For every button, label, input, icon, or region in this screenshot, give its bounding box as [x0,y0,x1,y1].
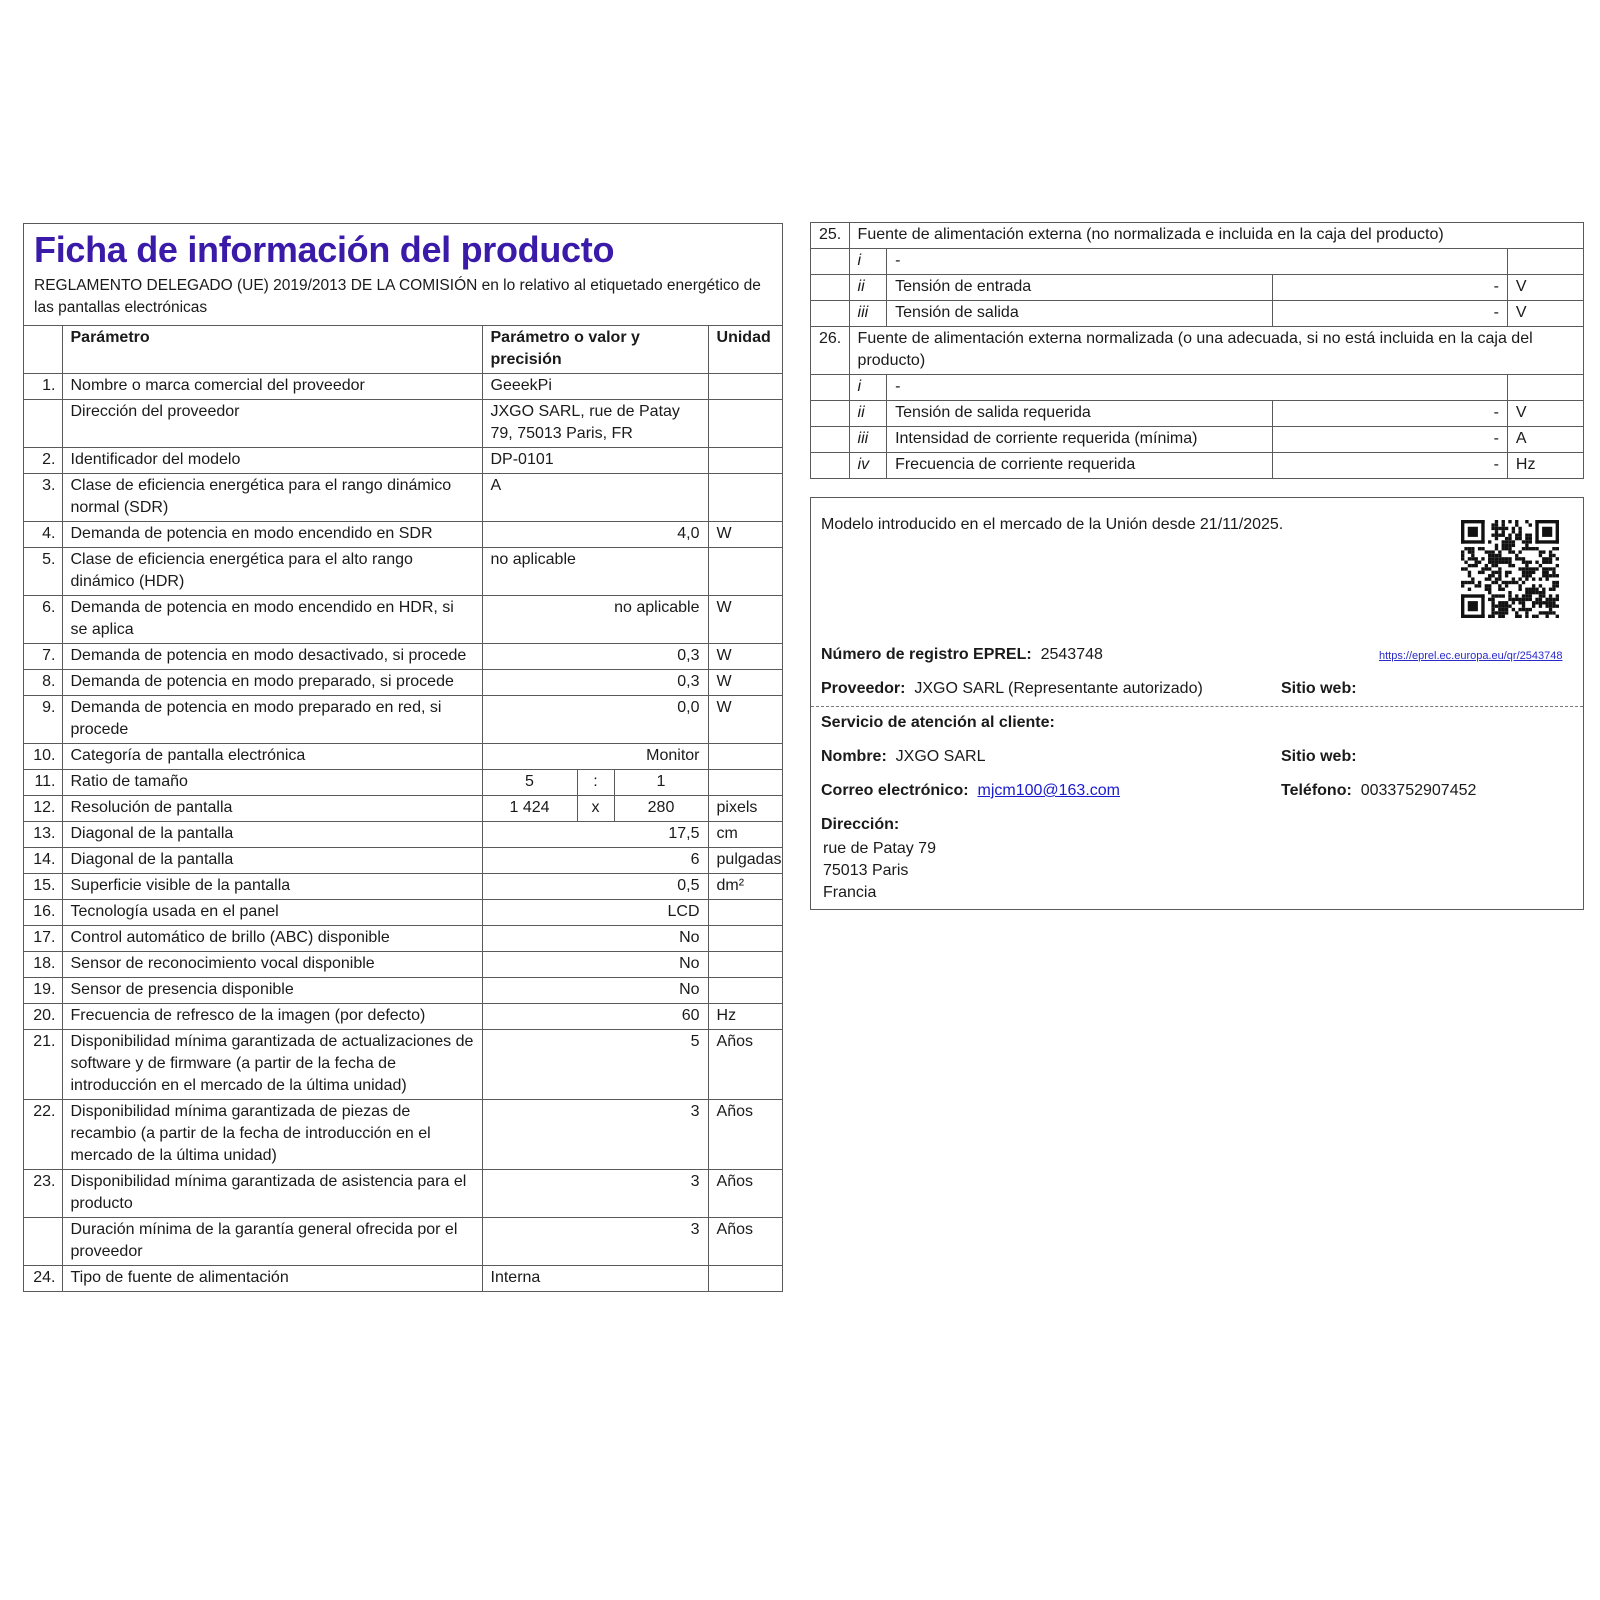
row-label: Diagonal de la pantalla [62,848,482,874]
row-value: 0,3 [482,644,708,670]
table-row [24,848,782,874]
service-phone [1281,782,1476,800]
row-value: 0,0 [482,696,708,744]
row-value: 60 [482,1004,708,1030]
roman-index: iii [849,427,887,453]
table-row [811,401,1584,427]
row-unit [1507,249,1583,275]
row-unit [708,978,782,1004]
row-value: No [482,952,708,978]
table-row [24,670,782,696]
service-website [1281,748,1357,766]
row-number: 21. [24,1030,62,1100]
row-unit: A [1507,427,1583,453]
address-label [821,816,899,834]
table-row [24,770,782,796]
table-row [811,427,1584,453]
row-value: no aplicable [482,596,708,644]
row-number: 22. [24,1100,62,1170]
row-label: Demanda de potencia en modo preparado en red, si procede [62,696,482,744]
address-line: 75013 Paris [823,862,909,879]
row-unit [708,548,782,596]
row-unit [708,926,782,952]
header-param: Parámetro [62,326,482,374]
empty-cell [811,401,850,427]
power-supply-table [810,222,1584,479]
table-row [24,1266,782,1292]
table-row [24,796,782,822]
row-value: LCD [482,900,708,926]
table-row [24,548,782,596]
row-label: Control automático de brillo (ABC) disponible [62,926,482,952]
row-value: Interna [482,1266,708,1292]
table-row [24,744,782,770]
row-label: Tensión de salida [887,301,1272,327]
row-value: 3 [482,1100,708,1170]
table-row [24,1170,782,1218]
table-row [811,453,1584,479]
phone-label: Teléfono: [1281,782,1352,799]
roman-index: i [849,249,887,275]
row-unit: W [708,522,782,548]
table-row [24,900,782,926]
table-row [24,522,782,548]
email-label: Correo electrónico: [821,782,969,799]
row-value: - [1272,301,1507,327]
row-label: Demanda de potencia en modo desactivado, si procede [62,644,482,670]
supplier-line [821,680,1203,698]
supplier-label: Proveedor: [821,680,906,697]
row-value: 3 [482,1218,708,1266]
table-row [24,1030,782,1100]
table-row [811,375,1584,401]
row-number: 16. [24,900,62,926]
row-unit: Hz [1507,453,1583,479]
table-header-row [24,326,782,374]
empty-cell [811,375,850,401]
row-label: Identificador del modelo [62,448,482,474]
row-value: A [482,474,708,522]
row-number [24,1218,62,1266]
row-number: 17. [24,926,62,952]
row-unit: V [1507,401,1583,427]
empty-cell [811,453,850,479]
row-value: - [1272,427,1507,453]
row-label: Superficie visible de la pantalla [62,874,482,900]
row-unit [708,400,782,448]
row-number: 6. [24,596,62,644]
table-row [811,275,1584,301]
row-label: Sensor de presencia disponible [62,978,482,1004]
product-info-sheet [23,223,783,1292]
row-label: Demanda de potencia en modo encendido en HDR, si se aplica [62,596,482,644]
row-label: Tensión de salida requerida [887,401,1272,427]
roman-index: i [849,375,887,401]
table-row [24,400,782,448]
row-unit: V [1507,301,1583,327]
row-value: - [1272,453,1507,479]
table-row [24,952,782,978]
row-label: Duración mínima de la garantía general ofrecida por el proveedor [62,1218,482,1266]
row-number: 4. [24,522,62,548]
resolution-a: 1 424 [482,796,577,822]
row-number: 20. [24,1004,62,1030]
row-label: Frecuencia de refresco de la imagen (por defecto) [62,1004,482,1030]
table-row [24,978,782,1004]
row-unit: W [708,644,782,670]
ratio-a: 5 [482,770,577,796]
row-value: No [482,978,708,1004]
row-unit: W [708,670,782,696]
name-label: Nombre: [821,748,887,765]
roman-index: iii [849,301,887,327]
row-number: 18. [24,952,62,978]
row-number: 5. [24,548,62,596]
regulation-subtitle: REGLAMENTO DELEGADO (UE) 2019/2013 DE LA COMISIÓN en lo relativo al etiquetado energético de las pantallas electrónicas [34,277,761,316]
row-unit: V [1507,275,1583,301]
dashed-divider [811,706,1583,707]
row-value: 4,0 [482,522,708,548]
row-label: Nombre o marca comercial del proveedor [62,374,482,400]
resolution-b: 280 [614,796,708,822]
row-number: 3. [24,474,62,522]
row-unit [708,474,782,522]
eprel-info-box [810,497,1584,910]
row-unit [708,900,782,926]
row-value: GeeekPi [482,374,708,400]
table-row [24,1004,782,1030]
row-label: Diagonal de la pantalla [62,822,482,848]
header-unit: Unidad [708,326,782,374]
row-value: - [1272,275,1507,301]
table-row [24,644,782,670]
row-value: 0,5 [482,874,708,900]
row-label: Clase de eficiencia energética para el rango dinámico normal (SDR) [62,474,482,522]
resolution-separator: x [577,796,614,822]
eprel-label: Número de registro EPREL: [821,646,1032,663]
row-unit [708,744,782,770]
row-unit: Años [708,1030,782,1100]
empty-cell [811,249,850,275]
row-number: 13. [24,822,62,848]
row-unit: pixels [708,796,782,822]
supplier-value: JXGO SARL (Representante autorizado) [914,680,1203,697]
row-label: Disponibilidad mínima garantizada de piezas de recambio (a partir de la fecha de introducción en el mercado de la última unidad) [62,1100,482,1170]
table-row [24,596,782,644]
sheet-header [24,224,782,326]
empty-cell [811,301,850,327]
row-label: Sensor de reconocimiento vocal disponible [62,952,482,978]
row-unit: pulgadas [708,848,782,874]
row-number: 9. [24,696,62,744]
row-value: No [482,926,708,952]
row-value: no aplicable [482,548,708,596]
customer-service-heading [821,714,1055,732]
roman-index: ii [849,275,887,301]
qr-code-icon [1461,520,1559,618]
table-row [24,822,782,848]
row-value: DP-0101 [482,448,708,474]
row-unit [708,952,782,978]
section-title: Fuente de alimentación externa normalizada (o una adecuada, si no está incluida en la caja del producto) [849,327,1583,375]
row-number: 7. [24,644,62,670]
row-unit [1507,375,1583,401]
row-number: 2. [24,448,62,474]
row-label: Intensidad de corriente requerida (mínima) [887,427,1272,453]
spec-table [24,326,782,1291]
address-block [823,838,936,904]
row-label: Clase de eficiencia energética para el alto rango dinámico (HDR) [62,548,482,596]
row-label: Resolución de pantalla [62,796,482,822]
psu-section-25-header [811,223,1584,249]
page-title: Ficha de información del producto [34,229,615,270]
header-value: Parámetro o valor y precisión [482,326,708,374]
row-number [24,400,62,448]
row-number: 11. [24,770,62,796]
header-num-cell [24,326,62,374]
empty-cell [811,275,850,301]
row-value: 17,5 [482,822,708,848]
address-label-text: Dirección: [821,816,900,833]
table-row [24,696,782,744]
address-line: rue de Patay 79 [823,840,936,857]
section-title: Fuente de alimentación externa (no normalizada e incluida en la caja del producto) [849,223,1583,249]
roman-index: iv [849,453,887,479]
website2-label: Sitio web: [1281,748,1357,765]
table-row [24,926,782,952]
row-unit: Hz [708,1004,782,1030]
ratio-b: 1 [614,770,708,796]
row-number: 8. [24,670,62,696]
phone-value: 0033752907452 [1360,782,1477,799]
row-number: 12. [24,796,62,822]
supplier-website [1281,680,1357,698]
ratio-separator: : [577,770,614,796]
row-number: 15. [24,874,62,900]
table-row [811,249,1584,275]
row-unit: W [708,696,782,744]
row-number: 23. [24,1170,62,1218]
row-number: 24. [24,1266,62,1292]
row-label: Frecuencia de corriente requerida [887,453,1272,479]
name-value: JXGO SARL [895,748,986,765]
eprel-link[interactable]: https://eprel.ec.europa.eu/qr/2543748 [1379,650,1563,662]
row-label: Tipo de fuente de alimentación [62,1266,482,1292]
psu-section-26-header [811,327,1584,375]
row-unit: W [708,596,782,644]
row-unit [708,1266,782,1292]
row-label: Demanda de potencia en modo encendido en SDR [62,522,482,548]
table-row [24,1218,782,1266]
row-number: 19. [24,978,62,1004]
row-value: 0,3 [482,670,708,696]
eprel-number: 2543748 [1040,646,1103,663]
row-label: Demanda de potencia en modo preparado, si procede [62,670,482,696]
row-label: Tecnología usada en el panel [62,900,482,926]
row-label: - [887,375,1508,401]
table-row [811,301,1584,327]
row-label: Dirección del proveedor [62,400,482,448]
table-row [24,874,782,900]
table-row [24,1100,782,1170]
row-unit: Años [708,1170,782,1218]
row-number: 1. [24,374,62,400]
eprel-registration [821,646,1103,664]
row-value: 5 [482,1030,708,1100]
address-line: Francia [823,884,877,901]
market-date-text: Modelo introducido en el mercado de la Unión desde 21/11/2025. [821,516,1284,533]
row-unit [708,448,782,474]
row-unit: cm [708,822,782,848]
row-value: 3 [482,1170,708,1218]
customer-service-heading-text: Servicio de atención al cliente: [821,714,1055,731]
service-name [821,748,985,766]
row-unit: Años [708,1218,782,1266]
section-number: 26. [811,327,850,375]
row-label: - [887,249,1508,275]
email-link[interactable]: mjcm100@163.com [977,782,1120,799]
row-label: Disponibilidad mínima garantizada de asistencia para el producto [62,1170,482,1218]
row-value: - [1272,401,1507,427]
roman-index: ii [849,401,887,427]
row-label: Disponibilidad mínima garantizada de actualizaciones de software y de firmware (a partir de la fecha de introducción en el mercado de la última unidad) [62,1030,482,1100]
row-unit: Años [708,1100,782,1170]
row-unit: dm² [708,874,782,900]
empty-cell [811,427,850,453]
row-unit [708,770,782,796]
table-row [24,374,782,400]
website-label: Sitio web: [1281,680,1357,697]
service-email [821,782,1120,800]
row-unit [708,374,782,400]
row-value: JXGO SARL, rue de Patay 79, 75013 Paris, FR [482,400,708,448]
table-row [24,474,782,522]
row-number: 10. [24,744,62,770]
table-row [24,448,782,474]
row-value: 6 [482,848,708,874]
section-number: 25. [811,223,850,249]
row-value: Monitor [482,744,708,770]
row-label: Categoría de pantalla electrónica [62,744,482,770]
row-label: Tensión de entrada [887,275,1272,301]
row-label: Ratio de tamaño [62,770,482,796]
row-number: 14. [24,848,62,874]
